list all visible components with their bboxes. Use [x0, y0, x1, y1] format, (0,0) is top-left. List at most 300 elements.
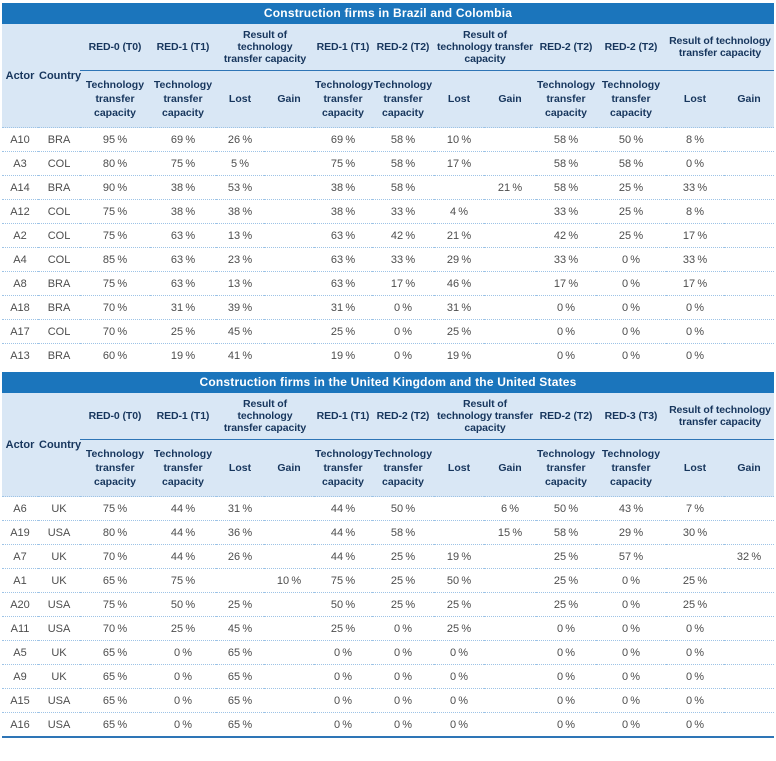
value-cell: 0 % — [596, 248, 666, 272]
value-cell — [484, 248, 536, 272]
table-row — [2, 176, 774, 200]
value-cell: 0 % — [150, 689, 216, 713]
column-subheader: Technology transfer capacity — [596, 440, 666, 497]
value-cell: 26 % — [216, 128, 264, 152]
column-subheader: Technology transfer capacity — [150, 71, 216, 128]
value-cell — [264, 152, 314, 176]
country-cell: BRA — [38, 344, 80, 368]
value-cell — [484, 128, 536, 152]
country-cell: UK — [38, 497, 80, 521]
value-cell — [484, 296, 536, 320]
value-cell: 25 % — [536, 593, 596, 617]
value-cell: 19 % — [434, 344, 484, 368]
value-cell: 65 % — [80, 665, 150, 689]
table-row — [2, 224, 774, 248]
value-cell: 0 % — [536, 713, 596, 738]
column-group-header: Result of technology transfer capacity — [216, 24, 314, 71]
country-cell: COL — [38, 152, 80, 176]
actor-cell: A3 — [2, 152, 38, 176]
value-cell — [724, 320, 774, 344]
value-cell: 26 % — [216, 545, 264, 569]
actor-cell: A5 — [2, 641, 38, 665]
column-subheader: Gain — [264, 440, 314, 497]
actor-cell: A2 — [2, 224, 38, 248]
value-cell: 0 % — [536, 296, 596, 320]
value-cell: 31 % — [434, 296, 484, 320]
country-cell: UK — [38, 665, 80, 689]
value-cell: 0 % — [596, 296, 666, 320]
table-body — [2, 497, 774, 738]
value-cell: 25 % — [536, 545, 596, 569]
table-row — [2, 545, 774, 569]
value-cell: 75 % — [80, 497, 150, 521]
value-cell — [484, 617, 536, 641]
value-cell: 0 % — [314, 713, 372, 738]
column-group-header: Result of technology transfer capacity — [666, 393, 774, 440]
value-cell — [724, 497, 774, 521]
value-cell — [434, 521, 484, 545]
value-cell — [724, 569, 774, 593]
value-cell: 58 % — [536, 152, 596, 176]
value-cell: 75 % — [80, 272, 150, 296]
value-cell: 4 % — [434, 200, 484, 224]
value-cell — [484, 569, 536, 593]
value-cell: 0 % — [536, 665, 596, 689]
table-row — [2, 593, 774, 617]
column-subheader: Gain — [724, 71, 774, 128]
value-cell — [724, 713, 774, 738]
table-row — [2, 497, 774, 521]
value-cell — [264, 617, 314, 641]
column-subheader: Technology transfer capacity — [150, 440, 216, 497]
value-cell: 50 % — [314, 593, 372, 617]
column-subheader: Lost — [434, 440, 484, 497]
value-cell: 58 % — [536, 521, 596, 545]
value-cell — [264, 545, 314, 569]
value-cell: 70 % — [80, 545, 150, 569]
column-group-header: RED-1 (T1) — [150, 393, 216, 440]
value-cell: 75 % — [150, 569, 216, 593]
table-row — [2, 689, 774, 713]
value-cell: 0 % — [596, 593, 666, 617]
value-cell — [434, 497, 484, 521]
value-cell: 31 % — [150, 296, 216, 320]
value-cell: 0 % — [596, 641, 666, 665]
value-cell: 10 % — [264, 569, 314, 593]
country-cell: USA — [38, 689, 80, 713]
country-cell: UK — [38, 569, 80, 593]
value-cell — [666, 545, 724, 569]
value-cell: 0 % — [666, 152, 724, 176]
value-cell: 0 % — [666, 320, 724, 344]
value-cell: 25 % — [434, 320, 484, 344]
value-cell: 31 % — [216, 497, 264, 521]
value-cell: 0 % — [372, 617, 434, 641]
country-cell: COL — [38, 224, 80, 248]
value-cell: 0 % — [666, 713, 724, 738]
value-cell: 19 % — [150, 344, 216, 368]
value-cell: 25 % — [372, 569, 434, 593]
value-cell: 0 % — [596, 344, 666, 368]
value-cell: 36 % — [216, 521, 264, 545]
value-cell — [484, 545, 536, 569]
actor-cell: A17 — [2, 320, 38, 344]
value-cell: 85 % — [80, 248, 150, 272]
value-cell: 65 % — [216, 641, 264, 665]
country-cell: COL — [38, 248, 80, 272]
value-cell: 60 % — [80, 344, 150, 368]
column-subheader: Gain — [484, 440, 536, 497]
value-cell: 43 % — [596, 497, 666, 521]
table-section-brazil-colombia — [2, 3, 774, 367]
column-group-header: RED-2 (T2) — [372, 393, 434, 440]
column-group-header: RED-0 (T0) — [80, 24, 150, 71]
column-subheader: Technology transfer capacity — [372, 440, 434, 497]
value-cell: 7 % — [666, 497, 724, 521]
country-cell: USA — [38, 593, 80, 617]
value-cell — [434, 176, 484, 200]
column-group-header: Result of technology transfer capacity — [434, 24, 536, 71]
value-cell: 38 % — [314, 176, 372, 200]
value-cell: 69 % — [314, 128, 372, 152]
value-cell: 33 % — [372, 200, 434, 224]
table-row — [2, 128, 774, 152]
column-group-header: RED-2 (T2) — [536, 393, 596, 440]
value-cell: 75 % — [314, 152, 372, 176]
country-cell: COL — [38, 200, 80, 224]
value-cell: 33 % — [666, 176, 724, 200]
actor-cell: A12 — [2, 200, 38, 224]
value-cell: 21 % — [484, 176, 536, 200]
value-cell — [484, 593, 536, 617]
value-cell: 0 % — [666, 296, 724, 320]
value-cell — [724, 224, 774, 248]
value-cell: 0 % — [666, 689, 724, 713]
table-row — [2, 344, 774, 368]
value-cell: 44 % — [150, 545, 216, 569]
column-group-header: Result of technology transfer capacity — [434, 393, 536, 440]
value-cell: 17 % — [536, 272, 596, 296]
value-cell: 0 % — [372, 296, 434, 320]
value-cell: 33 % — [372, 248, 434, 272]
country-column-header: Country — [38, 393, 80, 497]
value-cell — [724, 296, 774, 320]
value-cell — [216, 569, 264, 593]
value-cell: 0 % — [536, 320, 596, 344]
value-cell: 33 % — [536, 200, 596, 224]
value-cell — [484, 272, 536, 296]
column-subheader: Technology transfer capacity — [372, 71, 434, 128]
country-cell: BRA — [38, 176, 80, 200]
country-cell: UK — [38, 545, 80, 569]
value-cell — [264, 689, 314, 713]
value-cell: 75 % — [80, 593, 150, 617]
value-cell: 80 % — [80, 152, 150, 176]
value-cell: 53 % — [216, 176, 264, 200]
value-cell: 45 % — [216, 320, 264, 344]
table-body — [2, 128, 774, 368]
value-cell — [264, 224, 314, 248]
actor-cell: A19 — [2, 521, 38, 545]
value-cell — [724, 617, 774, 641]
value-cell: 0 % — [596, 272, 666, 296]
column-subheader: Gain — [264, 71, 314, 128]
value-cell: 23 % — [216, 248, 264, 272]
table-row — [2, 200, 774, 224]
sub-header-row — [2, 71, 774, 128]
value-cell: 45 % — [216, 617, 264, 641]
value-cell: 58 % — [596, 152, 666, 176]
value-cell — [484, 320, 536, 344]
value-cell: 80 % — [80, 521, 150, 545]
value-cell: 46 % — [434, 272, 484, 296]
value-cell: 29 % — [596, 521, 666, 545]
value-cell: 25 % — [536, 569, 596, 593]
value-cell: 38 % — [150, 200, 216, 224]
value-cell: 0 % — [150, 713, 216, 738]
column-group-header: Result of technology transfer capacity — [666, 24, 774, 71]
actor-cell: A6 — [2, 497, 38, 521]
table-row — [2, 713, 774, 738]
actor-column-header: Actor — [2, 24, 38, 128]
value-cell: 17 % — [666, 272, 724, 296]
value-cell: 25 % — [314, 617, 372, 641]
value-cell: 31 % — [314, 296, 372, 320]
column-group-header: RED-0 (T0) — [80, 393, 150, 440]
value-cell: 25 % — [434, 593, 484, 617]
value-cell: 63 % — [314, 248, 372, 272]
value-cell: 19 % — [434, 545, 484, 569]
value-cell: 0 % — [596, 689, 666, 713]
actor-cell: A4 — [2, 248, 38, 272]
value-cell: 0 % — [666, 617, 724, 641]
actor-column-header: Actor — [2, 393, 38, 497]
value-cell — [724, 593, 774, 617]
column-group-header: RED-1 (T1) — [314, 393, 372, 440]
value-cell: 44 % — [314, 521, 372, 545]
table-row — [2, 296, 774, 320]
value-cell: 90 % — [80, 176, 150, 200]
value-cell: 5 % — [216, 152, 264, 176]
table-row — [2, 320, 774, 344]
value-cell: 69 % — [150, 128, 216, 152]
value-cell: 25 % — [596, 176, 666, 200]
value-cell — [264, 497, 314, 521]
value-cell: 10 % — [434, 128, 484, 152]
value-cell: 75 % — [314, 569, 372, 593]
value-cell: 57 % — [596, 545, 666, 569]
value-cell: 0 % — [434, 713, 484, 738]
value-cell: 8 % — [666, 200, 724, 224]
value-cell: 25 % — [596, 224, 666, 248]
value-cell: 44 % — [150, 497, 216, 521]
value-cell: 58 % — [372, 521, 434, 545]
value-cell: 70 % — [80, 296, 150, 320]
value-cell — [264, 344, 314, 368]
value-cell: 70 % — [80, 617, 150, 641]
value-cell: 38 % — [314, 200, 372, 224]
value-cell — [264, 665, 314, 689]
value-cell: 0 % — [314, 641, 372, 665]
table-section-uk-us — [2, 372, 774, 738]
value-cell: 0 % — [596, 665, 666, 689]
actor-cell: A15 — [2, 689, 38, 713]
country-column-header: Country — [38, 24, 80, 128]
value-cell: 42 % — [536, 224, 596, 248]
value-cell — [264, 200, 314, 224]
value-cell: 50 % — [596, 128, 666, 152]
value-cell — [724, 128, 774, 152]
column-subheader: Technology transfer capacity — [536, 440, 596, 497]
column-subheader: Technology transfer capacity — [80, 440, 150, 497]
actor-cell: A16 — [2, 713, 38, 738]
country-cell: UK — [38, 641, 80, 665]
value-cell: 38 % — [216, 200, 264, 224]
value-cell — [264, 128, 314, 152]
value-cell: 25 % — [666, 593, 724, 617]
value-cell: 25 % — [372, 545, 434, 569]
column-group-header: RED-1 (T1) — [314, 24, 372, 71]
value-cell: 0 % — [666, 665, 724, 689]
table-row — [2, 152, 774, 176]
column-group-header: RED-3 (T3) — [596, 393, 666, 440]
value-cell: 65 % — [216, 689, 264, 713]
value-cell: 13 % — [216, 272, 264, 296]
sub-header-row — [2, 440, 774, 497]
value-cell: 0 % — [596, 320, 666, 344]
value-cell — [264, 272, 314, 296]
value-cell: 15 % — [484, 521, 536, 545]
country-cell: BRA — [38, 272, 80, 296]
value-cell: 75 % — [80, 200, 150, 224]
value-cell — [724, 689, 774, 713]
value-cell — [484, 344, 536, 368]
value-cell — [264, 320, 314, 344]
country-cell: COL — [38, 320, 80, 344]
group-header-row — [2, 24, 774, 71]
column-subheader: Lost — [666, 440, 724, 497]
value-cell: 65 % — [216, 713, 264, 738]
actor-cell: A7 — [2, 545, 38, 569]
value-cell: 50 % — [536, 497, 596, 521]
actor-cell: A13 — [2, 344, 38, 368]
data-table-uk-us — [2, 393, 774, 738]
value-cell: 32 % — [724, 545, 774, 569]
value-cell: 63 % — [314, 224, 372, 248]
value-cell: 0 % — [666, 344, 724, 368]
value-cell: 17 % — [372, 272, 434, 296]
value-cell: 65 % — [216, 665, 264, 689]
group-header-row — [2, 393, 774, 440]
value-cell: 58 % — [536, 176, 596, 200]
value-cell: 0 % — [596, 617, 666, 641]
value-cell: 25 % — [596, 200, 666, 224]
value-cell: 30 % — [666, 521, 724, 545]
value-cell: 25 % — [372, 593, 434, 617]
value-cell: 17 % — [666, 224, 724, 248]
value-cell: 39 % — [216, 296, 264, 320]
value-cell — [724, 152, 774, 176]
value-cell: 38 % — [150, 176, 216, 200]
value-cell — [724, 272, 774, 296]
value-cell — [264, 248, 314, 272]
value-cell: 0 % — [314, 665, 372, 689]
value-cell — [724, 521, 774, 545]
value-cell: 0 % — [372, 713, 434, 738]
country-cell: USA — [38, 617, 80, 641]
value-cell: 8 % — [666, 128, 724, 152]
table-row — [2, 521, 774, 545]
value-cell: 25 % — [150, 320, 216, 344]
value-cell — [724, 248, 774, 272]
value-cell — [484, 665, 536, 689]
value-cell — [724, 641, 774, 665]
value-cell: 65 % — [80, 689, 150, 713]
value-cell: 41 % — [216, 344, 264, 368]
country-cell: BRA — [38, 296, 80, 320]
table-row — [2, 617, 774, 641]
value-cell: 25 % — [216, 593, 264, 617]
value-cell — [264, 296, 314, 320]
column-group-header: RED-1 (T1) — [150, 24, 216, 71]
value-cell: 0 % — [372, 344, 434, 368]
value-cell: 58 % — [372, 128, 434, 152]
value-cell — [264, 641, 314, 665]
actor-cell: A10 — [2, 128, 38, 152]
value-cell: 42 % — [372, 224, 434, 248]
value-cell — [724, 176, 774, 200]
value-cell: 58 % — [536, 128, 596, 152]
value-cell: 33 % — [666, 248, 724, 272]
table-row — [2, 272, 774, 296]
actor-cell: A9 — [2, 665, 38, 689]
value-cell: 19 % — [314, 344, 372, 368]
table-row — [2, 569, 774, 593]
table-title-uk-us: Construction firms in the United Kingdom and the United States — [2, 372, 774, 393]
value-cell: 0 % — [372, 641, 434, 665]
value-cell — [264, 713, 314, 738]
value-cell: 75 % — [80, 224, 150, 248]
value-cell: 95 % — [80, 128, 150, 152]
column-subheader: Lost — [216, 440, 264, 497]
value-cell: 0 % — [536, 641, 596, 665]
value-cell: 63 % — [150, 224, 216, 248]
value-cell: 0 % — [536, 344, 596, 368]
value-cell: 50 % — [150, 593, 216, 617]
value-cell: 0 % — [536, 617, 596, 641]
data-table-brazil-colombia — [2, 24, 774, 367]
value-cell: 0 % — [314, 689, 372, 713]
value-cell: 63 % — [150, 248, 216, 272]
value-cell: 65 % — [80, 713, 150, 738]
value-cell: 0 % — [434, 641, 484, 665]
value-cell — [484, 641, 536, 665]
actor-cell: A1 — [2, 569, 38, 593]
value-cell: 0 % — [372, 665, 434, 689]
value-cell — [724, 200, 774, 224]
column-group-header: RED-2 (T2) — [372, 24, 434, 71]
value-cell: 0 % — [150, 641, 216, 665]
value-cell: 75 % — [150, 152, 216, 176]
value-cell: 6 % — [484, 497, 536, 521]
table-row — [2, 248, 774, 272]
value-cell — [484, 713, 536, 738]
column-subheader: Gain — [484, 71, 536, 128]
value-cell: 58 % — [372, 152, 434, 176]
table-title-brazil-colombia: Construction firms in Brazil and Colombia — [2, 3, 774, 24]
column-subheader: Lost — [666, 71, 724, 128]
column-subheader: Lost — [216, 71, 264, 128]
